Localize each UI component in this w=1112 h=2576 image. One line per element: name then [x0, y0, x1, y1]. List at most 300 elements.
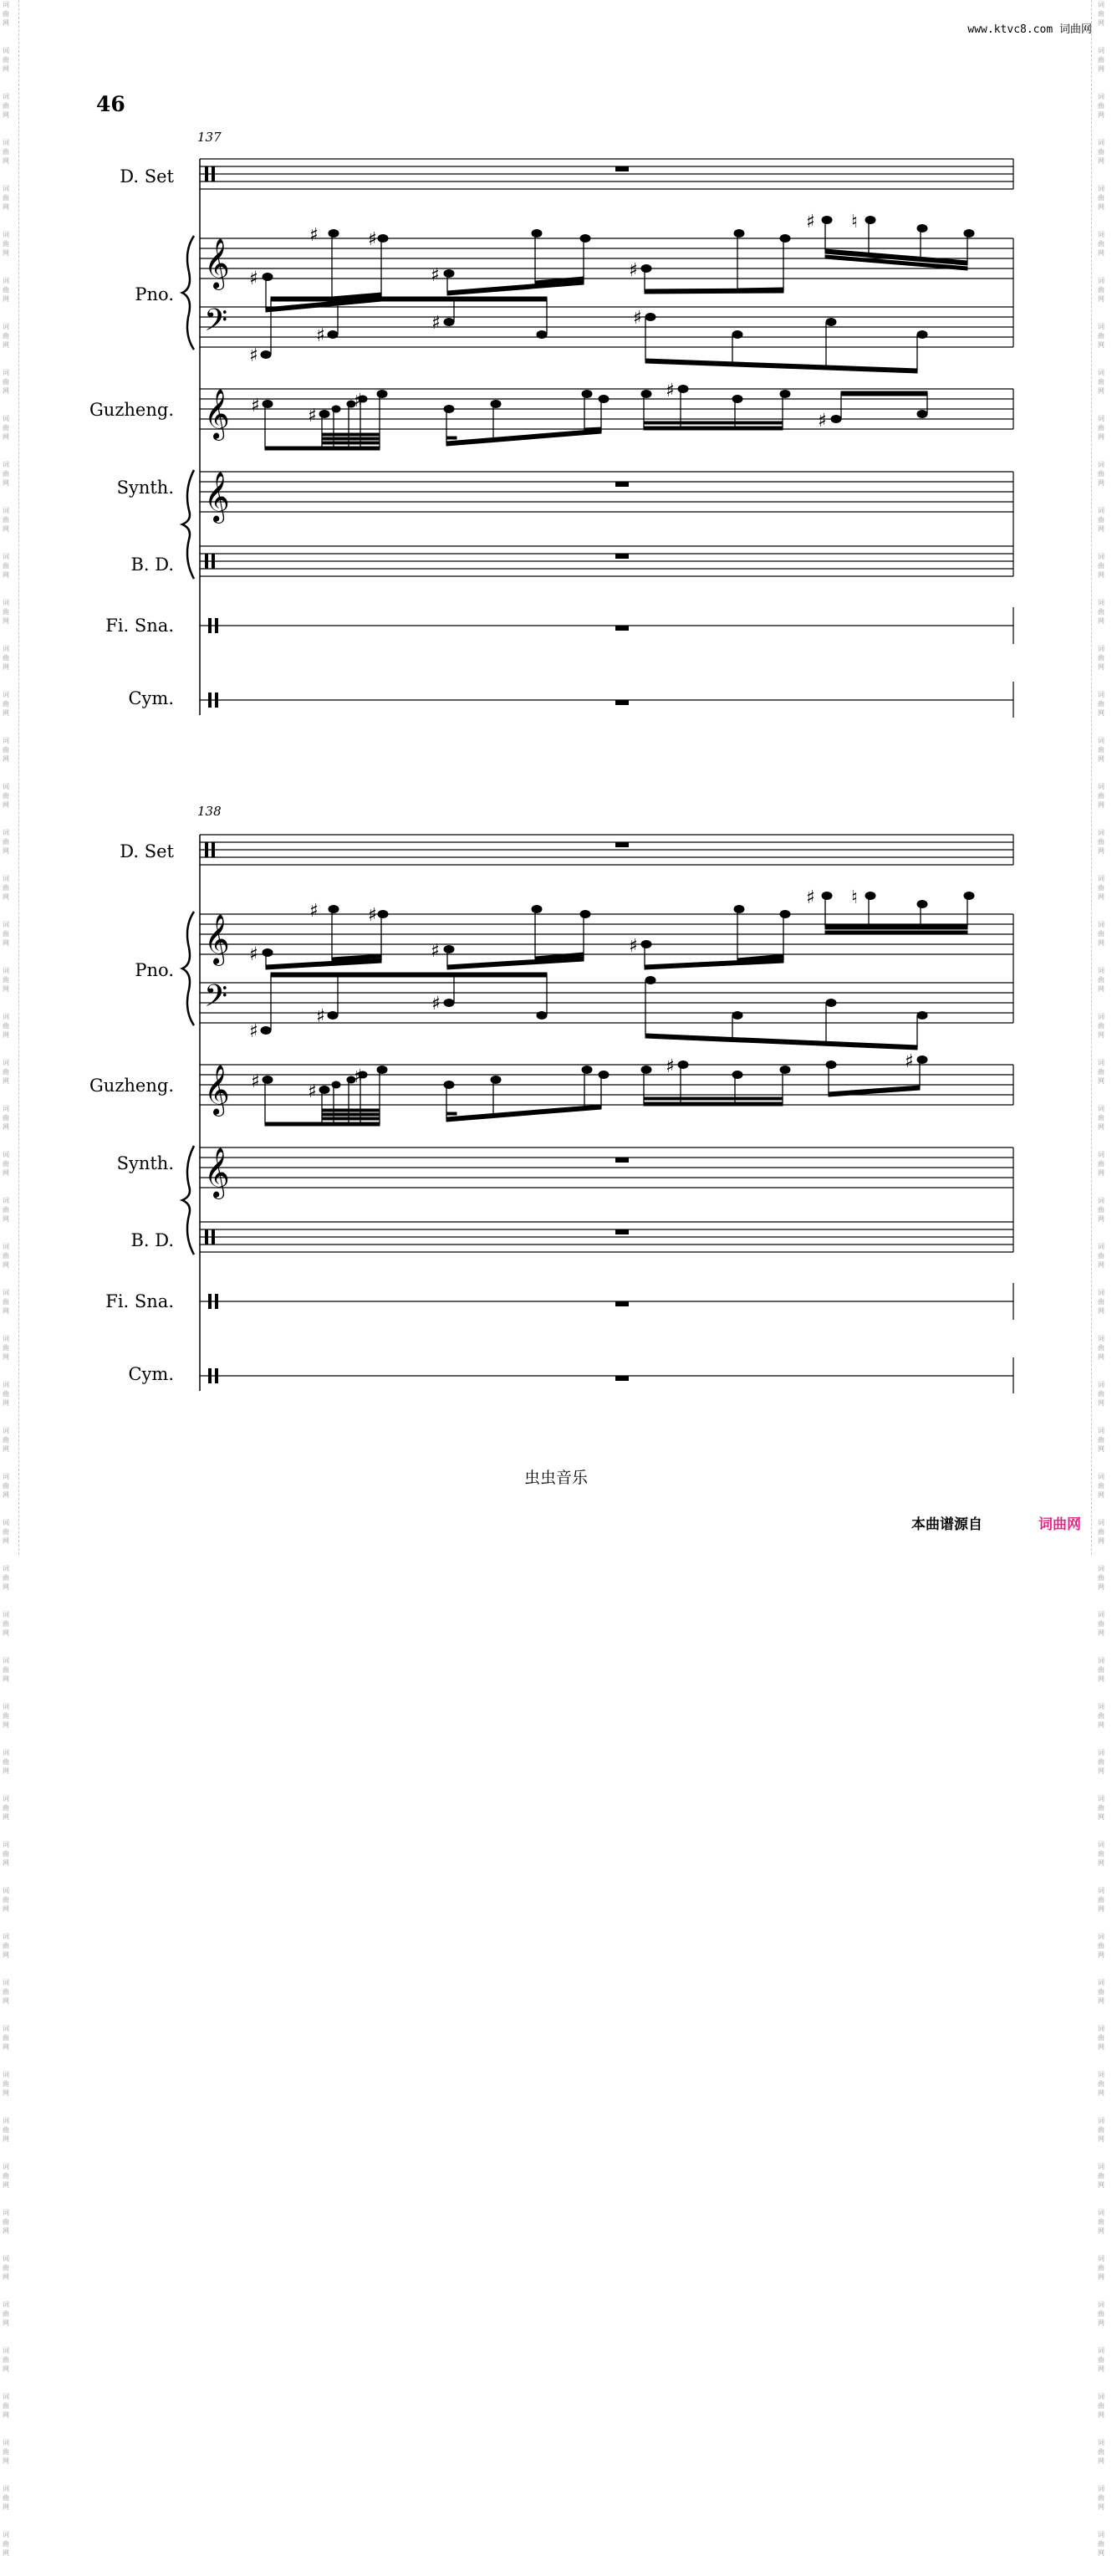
side-watermark-char: 曲 [1098, 1988, 1104, 1996]
side-watermark-char: 曲 [3, 424, 9, 432]
side-watermark-char: 词 [3, 2485, 9, 2492]
side-watermark-char: 曲 [1098, 470, 1104, 478]
side-watermark-char: 曲 [1098, 1482, 1104, 1490]
side-watermark-char: 词 [3, 2393, 9, 2400]
side-watermark-char: 词 [1098, 1611, 1104, 1618]
side-watermark-char: 网 [3, 387, 9, 395]
side-watermark-char: 词 [3, 1197, 9, 1204]
side-watermark-char: 曲 [3, 1298, 9, 1306]
side-watermark-char: 曲 [3, 2356, 9, 2364]
side-watermark-char: 曲 [1098, 1436, 1104, 1444]
side-watermark-char: 曲 [3, 838, 9, 846]
side-watermark-char: 词 [1098, 1519, 1104, 1526]
side-watermark-char: 词 [3, 185, 9, 192]
side-watermark-char: 曲 [3, 2218, 9, 2226]
side-watermark-char: 网 [3, 19, 9, 27]
side-watermark-char: 词 [1098, 1795, 1104, 1802]
svg-text:♯: ♯ [249, 944, 258, 965]
side-watermark-char: 曲 [1098, 2080, 1104, 2088]
side-watermark-char: 网 [3, 617, 9, 625]
side-watermark-char: 词 [3, 2301, 9, 2308]
side-watermark-char: 曲 [3, 608, 9, 616]
side-watermark-char: 词 [3, 1933, 9, 1940]
side-watermark-char: 网 [3, 479, 9, 487]
instrument-label: B. D. [130, 1230, 174, 1250]
side-watermark-char: 网 [3, 939, 9, 947]
side-watermark-char: 词 [1098, 507, 1104, 514]
side-watermark-char: 曲 [3, 2448, 9, 2456]
side-watermark-char: 词 [3, 645, 9, 652]
side-watermark-char: 曲 [3, 56, 9, 64]
side-watermark-char: 曲 [3, 332, 9, 340]
side-watermark-char: 曲 [1098, 1896, 1104, 1904]
side-watermark-char: 网 [3, 65, 9, 73]
side-watermark-char: 词 [3, 2025, 9, 2032]
svg-text:♯: ♯ [308, 1081, 317, 1102]
side-watermark-char: 词 [3, 2439, 9, 2446]
side-watermark-char: 网 [1098, 525, 1104, 533]
side-watermark-char: 词 [3, 139, 9, 146]
page-number: 46 [96, 92, 125, 116]
side-watermark-char: 词 [3, 1335, 9, 1342]
footer-source-label: 本曲谱源自 [911, 1516, 982, 1533]
side-watermark-char: 网 [3, 985, 9, 993]
side-watermark-char: 网 [1098, 19, 1104, 27]
side-watermark-char: 网 [3, 2089, 9, 2097]
instrument-label: Fi. Sna. [105, 616, 174, 636]
side-watermark-char: 词 [1098, 2531, 1104, 2538]
side-watermark-char: 词 [1098, 1151, 1104, 1158]
side-watermark-char: 曲 [1098, 1666, 1104, 1674]
instrument-label: Guzheng. [89, 400, 174, 420]
side-watermark-char: 网 [3, 1353, 9, 1361]
svg-text:♯: ♯ [249, 268, 258, 289]
side-watermark-char: 曲 [3, 1988, 9, 1996]
svg-text:♯: ♯ [249, 1021, 258, 1042]
side-watermark-char: 词 [3, 1657, 9, 1664]
side-watermark-char: 词 [3, 1795, 9, 1802]
side-watermark-char: 网 [1098, 1169, 1104, 1177]
header-url: www.ktvc8.com [967, 23, 1053, 36]
side-watermark-char: 曲 [3, 1574, 9, 1582]
side-watermark-char: 曲 [1098, 2264, 1104, 2272]
svg-text:♯: ♯ [666, 381, 675, 401]
side-watermark-char: 词 [1098, 415, 1104, 422]
side-watermark-char: 网 [1098, 387, 1104, 395]
side-watermark-char: 网 [3, 433, 9, 441]
side-watermark-char: 网 [1098, 203, 1104, 211]
svg-text:𝄞: 𝄞 [204, 1065, 230, 1115]
side-watermark-char: 词 [1098, 2485, 1104, 2492]
side-watermark-char: 网 [1098, 1215, 1104, 1223]
side-watermark-char: 词 [3, 2071, 9, 2078]
side-watermark-char: 曲 [1098, 562, 1104, 570]
side-watermark-char: 曲 [3, 2080, 9, 2088]
side-watermark-char: 网 [3, 1767, 9, 1775]
side-watermark-char: 曲 [1098, 2034, 1104, 2042]
side-watermark-char: 曲 [1098, 976, 1104, 984]
side-watermark-char: 词 [1098, 1243, 1104, 1250]
svg-text:♯: ♯ [806, 212, 815, 233]
side-watermark-char: 网 [3, 2365, 9, 2373]
instrument-label: Cym. [128, 1364, 174, 1384]
side-watermark-char: 曲 [1098, 148, 1104, 156]
svg-text:♯: ♯ [905, 1051, 914, 1072]
side-watermark-char: 词 [1098, 1013, 1104, 1020]
side-watermark-char: 词 [1098, 691, 1104, 698]
side-watermark-char: 曲 [3, 1022, 9, 1030]
side-watermark-char: 词 [3, 2117, 9, 2124]
side-watermark-char: 曲 [1098, 240, 1104, 248]
side-watermark-char: 曲 [3, 194, 9, 202]
side-watermark-char: 词 [3, 1703, 9, 1710]
svg-text:♯: ♯ [431, 994, 441, 1015]
side-watermark-char: 词 [1098, 1703, 1104, 1710]
measure-number: 138 [197, 804, 222, 819]
side-watermark-char: 网 [1098, 433, 1104, 441]
side-watermark-char: 曲 [3, 1436, 9, 1444]
side-watermark-char: 曲 [1098, 2218, 1104, 2226]
side-watermark-char: 曲 [3, 2034, 9, 2042]
side-watermark-char: 曲 [1098, 1850, 1104, 1858]
side-watermark-char: 曲 [3, 1160, 9, 1168]
side-watermark-char: 词 [3, 1289, 9, 1296]
side-watermark-char: 词 [1098, 1887, 1104, 1894]
side-watermark-char: 网 [3, 1031, 9, 1039]
side-watermark-char: 曲 [1098, 10, 1104, 18]
side-watermark-char: 曲 [1098, 2494, 1104, 2502]
instrument-label: Pno. [135, 960, 174, 980]
side-watermark-char: 词 [3, 2255, 9, 2262]
svg-text:♯: ♯ [633, 308, 642, 329]
side-watermark-char: 网 [1098, 479, 1104, 487]
side-watermark-char: 词 [1098, 1841, 1104, 1848]
side-watermark-char: 词 [3, 1611, 9, 1618]
side-watermark-char: 词 [1098, 2071, 1104, 2078]
side-watermark-char: 曲 [1098, 2310, 1104, 2318]
side-watermark-char: 词 [3, 461, 9, 468]
side-watermark-char: 词 [3, 369, 9, 376]
side-watermark-char: 曲 [3, 148, 9, 156]
side-watermark-char: 网 [3, 1491, 9, 1499]
svg-text:♯: ♯ [316, 1006, 325, 1027]
side-watermark-char: 曲 [1098, 516, 1104, 524]
side-watermark-char: 网 [1098, 1583, 1104, 1591]
side-watermark-char: 词 [1098, 47, 1104, 54]
side-watermark-char: 词 [3, 1105, 9, 1112]
side-watermark-char: 词 [1098, 2393, 1104, 2400]
side-watermark-char: 词 [3, 1427, 9, 1434]
side-watermark-char: 词 [1098, 783, 1104, 790]
side-watermark-char: 曲 [1098, 1068, 1104, 1076]
side-watermark-char: 网 [1098, 2181, 1104, 2189]
side-watermark-char: 曲 [1098, 1528, 1104, 1536]
side-watermark-char: 曲 [1098, 700, 1104, 708]
side-watermark-char: 曲 [1098, 884, 1104, 892]
svg-text:♯: ♯ [818, 411, 827, 432]
footer-source-site: 词曲网 [1038, 1516, 1081, 1533]
side-watermark-char: 曲 [3, 654, 9, 662]
side-watermark-char: 词 [1098, 1657, 1104, 1664]
side-watermark-char: 词 [1098, 921, 1104, 928]
side-watermark-char: 曲 [3, 470, 9, 478]
side-watermark-char: 网 [1098, 65, 1104, 73]
side-watermark-char: 网 [3, 1859, 9, 1867]
side-watermark-char: 曲 [1098, 930, 1104, 938]
side-watermark-char: 网 [1098, 663, 1104, 671]
svg-text:♯: ♯ [354, 1066, 363, 1087]
side-watermark-char: 网 [1098, 1491, 1104, 1499]
side-watermark-char: 曲 [3, 102, 9, 110]
instrument-label: B. D. [130, 555, 174, 575]
side-watermark-char: 词 [3, 1151, 9, 1158]
side-watermark-char: 词 [3, 1979, 9, 1986]
side-watermark-char: 网 [1098, 847, 1104, 855]
side-watermark-char: 词 [3, 1519, 9, 1526]
side-watermark-char: 曲 [3, 516, 9, 524]
side-watermark-char: 词 [3, 875, 9, 882]
side-watermark-char: 网 [3, 1169, 9, 1177]
side-watermark-char: 曲 [3, 378, 9, 386]
side-watermark-char: 词 [3, 967, 9, 974]
svg-text:♯: ♯ [806, 887, 815, 908]
side-watermark-char: 网 [1098, 1031, 1104, 1039]
side-watermark-char: 曲 [1098, 838, 1104, 846]
side-watermark-char: 网 [3, 2319, 9, 2327]
side-watermark-char: 网 [3, 2457, 9, 2465]
side-watermark-char: 词 [1098, 1565, 1104, 1572]
side-watermark-char: 网 [1098, 1261, 1104, 1269]
side-watermark-char: 词 [1098, 1197, 1104, 1204]
side-watermark-char: 曲 [3, 1482, 9, 1490]
side-watermark-char: 曲 [1098, 1758, 1104, 1766]
side-watermark-char: 网 [1098, 1859, 1104, 1867]
svg-text:♯: ♯ [431, 941, 440, 962]
side-watermark-char: 网 [3, 755, 9, 763]
side-watermark-char: 网 [3, 1997, 9, 2005]
svg-text:♯: ♯ [354, 391, 363, 411]
side-watermark-char: 网 [1098, 1629, 1104, 1637]
side-watermark-char: 词 [1098, 645, 1104, 652]
side-watermark-char: 网 [3, 1951, 9, 1959]
side-watermark-char: 词 [1098, 2025, 1104, 2032]
side-watermark-char: 曲 [3, 1850, 9, 1858]
side-watermark-char: 词 [3, 93, 9, 100]
side-watermark-char: 曲 [1098, 792, 1104, 800]
side-watermark-char: 词 [1098, 2439, 1104, 2446]
side-watermark-char: 曲 [3, 1252, 9, 1260]
side-watermark-char: 词 [1098, 139, 1104, 146]
side-watermark-char: 曲 [3, 792, 9, 800]
side-watermark-char: 网 [3, 663, 9, 671]
side-watermark-char: 词 [3, 1473, 9, 1480]
svg-text:♯: ♯ [249, 345, 258, 366]
side-watermark-char: 词 [3, 1565, 9, 1572]
side-watermark-char: 网 [3, 1445, 9, 1453]
side-watermark-char: 词 [3, 47, 9, 54]
side-watermark-char: 网 [3, 2549, 9, 2557]
side-watermark-char: 词 [1098, 1473, 1104, 1480]
side-watermark-char: 词 [3, 507, 9, 514]
svg-text:♯: ♯ [431, 265, 440, 286]
side-watermark-char: 词 [3, 1, 9, 8]
side-watermark-char: 网 [1098, 2365, 1104, 2373]
side-watermark-char: 网 [1098, 571, 1104, 579]
side-watermark-char: 网 [1098, 2273, 1104, 2281]
side-watermark-char: 网 [3, 1537, 9, 1545]
side-watermark-char: 曲 [1098, 1390, 1104, 1398]
svg-text:♯: ♯ [368, 229, 377, 250]
side-watermark-char: 网 [1098, 755, 1104, 763]
side-watermark-char: 曲 [1098, 2402, 1104, 2410]
side-watermark-char: 曲 [3, 240, 9, 248]
side-watermark-char: 曲 [1098, 1206, 1104, 1214]
side-watermark-char: 词 [3, 2163, 9, 2170]
side-watermark-char: 曲 [3, 700, 9, 708]
side-watermark-char: 网 [1098, 709, 1104, 717]
side-watermark-char: 网 [3, 1629, 9, 1637]
side-watermark-char: 曲 [1098, 746, 1104, 754]
side-watermark-char: 曲 [1098, 56, 1104, 64]
side-watermark-char: 曲 [1098, 1252, 1104, 1260]
side-watermark-char: 词 [3, 1749, 9, 1756]
side-watermark-char: 词 [3, 1381, 9, 1388]
instrument-label: Synth. [116, 1153, 174, 1173]
side-watermark-char: 曲 [1098, 2126, 1104, 2134]
svg-text:𝄢: 𝄢 [204, 303, 228, 345]
side-watermark-char: 网 [1098, 1951, 1104, 1959]
instrument-label: D. Set [120, 841, 174, 861]
side-watermark-char: 网 [1098, 157, 1104, 165]
measure-number: 137 [197, 130, 222, 145]
side-watermark-char: 曲 [1098, 1022, 1104, 1030]
side-watermark-char: 词 [3, 2531, 9, 2538]
side-watermark-char: 词 [1098, 2163, 1104, 2170]
side-watermark-char: 曲 [3, 2540, 9, 2548]
side-watermark-char: 词 [3, 1243, 9, 1250]
side-watermark-char: 曲 [3, 10, 9, 18]
side-watermark-char: 网 [1098, 801, 1104, 809]
side-watermark-char: 网 [1098, 249, 1104, 257]
side-watermark-char: 网 [3, 2043, 9, 2051]
side-watermark-char: 网 [3, 1077, 9, 1085]
side-watermark-char: 曲 [1098, 2448, 1104, 2456]
footer-credit: 虫虫音乐 [523, 1469, 588, 1487]
side-watermark-char: 词 [3, 783, 9, 790]
side-watermark-char: 词 [1098, 829, 1104, 836]
svg-text:♮: ♮ [851, 212, 858, 233]
side-watermark-char: 网 [3, 1261, 9, 1269]
side-watermark-char: 曲 [1098, 1114, 1104, 1122]
side-watermark-char: 曲 [3, 1758, 9, 1766]
side-watermark-char: 词 [1098, 599, 1104, 606]
side-watermark-char: 曲 [3, 1206, 9, 1214]
side-watermark-char: 网 [3, 1813, 9, 1821]
side-watermark-char: 网 [1098, 2457, 1104, 2465]
side-watermark-char: 网 [3, 341, 9, 349]
instrument-label: Fi. Sna. [105, 1291, 174, 1311]
side-watermark-char: 网 [1098, 1353, 1104, 1361]
side-watermark-char: 网 [1098, 1905, 1104, 1913]
side-watermark-char: 词 [1098, 553, 1104, 560]
side-watermark-char: 词 [1098, 231, 1104, 238]
side-watermark-char: 词 [3, 691, 9, 698]
side-watermark-char: 网 [3, 525, 9, 533]
side-watermark-char: 词 [1098, 1335, 1104, 1342]
side-watermark-char: 曲 [1098, 654, 1104, 662]
svg-text:𝄞: 𝄞 [204, 389, 230, 439]
side-watermark-char: 词 [1098, 967, 1104, 974]
side-watermark-char: 词 [1098, 1979, 1104, 1986]
side-watermark-char: 网 [1098, 1813, 1104, 1821]
side-watermark-char: 网 [1098, 1767, 1104, 1775]
side-watermark-char: 词 [1098, 1105, 1104, 1112]
side-watermark-char: 词 [1098, 2347, 1104, 2354]
side-watermark-char: 曲 [1098, 378, 1104, 386]
side-watermark-char: 网 [1098, 2549, 1104, 2557]
side-watermark-char: 曲 [1098, 1620, 1104, 1628]
side-watermark-char: 曲 [1098, 1298, 1104, 1306]
side-watermark-char: 曲 [1098, 608, 1104, 616]
side-watermark-char: 曲 [3, 2494, 9, 2502]
svg-text:♯: ♯ [629, 260, 638, 281]
side-watermark-char: 网 [3, 893, 9, 901]
svg-text:♯: ♯ [309, 225, 319, 246]
side-watermark-char: 曲 [3, 1528, 9, 1536]
side-watermark-char: 曲 [3, 1114, 9, 1122]
side-watermark-char: 词 [3, 829, 9, 836]
svg-text:♯: ♯ [431, 313, 441, 334]
instrument-label: Pno. [135, 284, 174, 304]
instrument-label: Guzheng. [89, 1076, 174, 1096]
svg-text:♯: ♯ [368, 905, 377, 926]
side-watermark-char: 曲 [1098, 102, 1104, 110]
side-watermark-char: 网 [3, 1215, 9, 1223]
side-watermark-char: 曲 [1098, 1160, 1104, 1168]
side-watermark-char: 网 [3, 2503, 9, 2511]
side-watermark-char: 曲 [3, 1804, 9, 1812]
side-watermark-char: 词 [1098, 2255, 1104, 2262]
side-watermark-char: 词 [3, 277, 9, 284]
side-watermark-char: 网 [3, 1583, 9, 1591]
side-watermark-char: 词 [3, 415, 9, 422]
side-watermark-char: 网 [1098, 295, 1104, 303]
side-watermark-char: 词 [3, 1887, 9, 1894]
svg-text:𝄢: 𝄢 [204, 979, 228, 1021]
side-watermark-char: 网 [1098, 2319, 1104, 2327]
side-watermark-char: 网 [1098, 1123, 1104, 1131]
side-watermark-char: 曲 [1098, 1942, 1104, 1950]
svg-text:♮: ♮ [851, 887, 858, 908]
side-watermark-char: 词 [1098, 1381, 1104, 1388]
side-watermark-char: 词 [1098, 2117, 1104, 2124]
side-watermark-char: 曲 [3, 1620, 9, 1628]
side-watermark-char: 曲 [3, 1712, 9, 1720]
side-watermark-char: 曲 [1098, 1712, 1104, 1720]
svg-text:♯: ♯ [629, 936, 638, 957]
side-watermark-char: 曲 [1098, 1804, 1104, 1812]
side-watermark-char: 网 [3, 2273, 9, 2281]
side-watermark-char: 曲 [3, 2310, 9, 2318]
side-watermark-char: 曲 [3, 2402, 9, 2410]
side-watermark-char: 词 [1098, 1749, 1104, 1756]
side-watermark-char: 词 [1098, 277, 1104, 284]
side-watermark-char: 词 [1098, 369, 1104, 376]
side-watermark-char: 网 [3, 295, 9, 303]
side-watermark-char: 网 [1098, 1399, 1104, 1407]
side-watermark-char: 网 [1098, 939, 1104, 947]
side-watermark-char: 网 [1098, 1997, 1104, 2005]
